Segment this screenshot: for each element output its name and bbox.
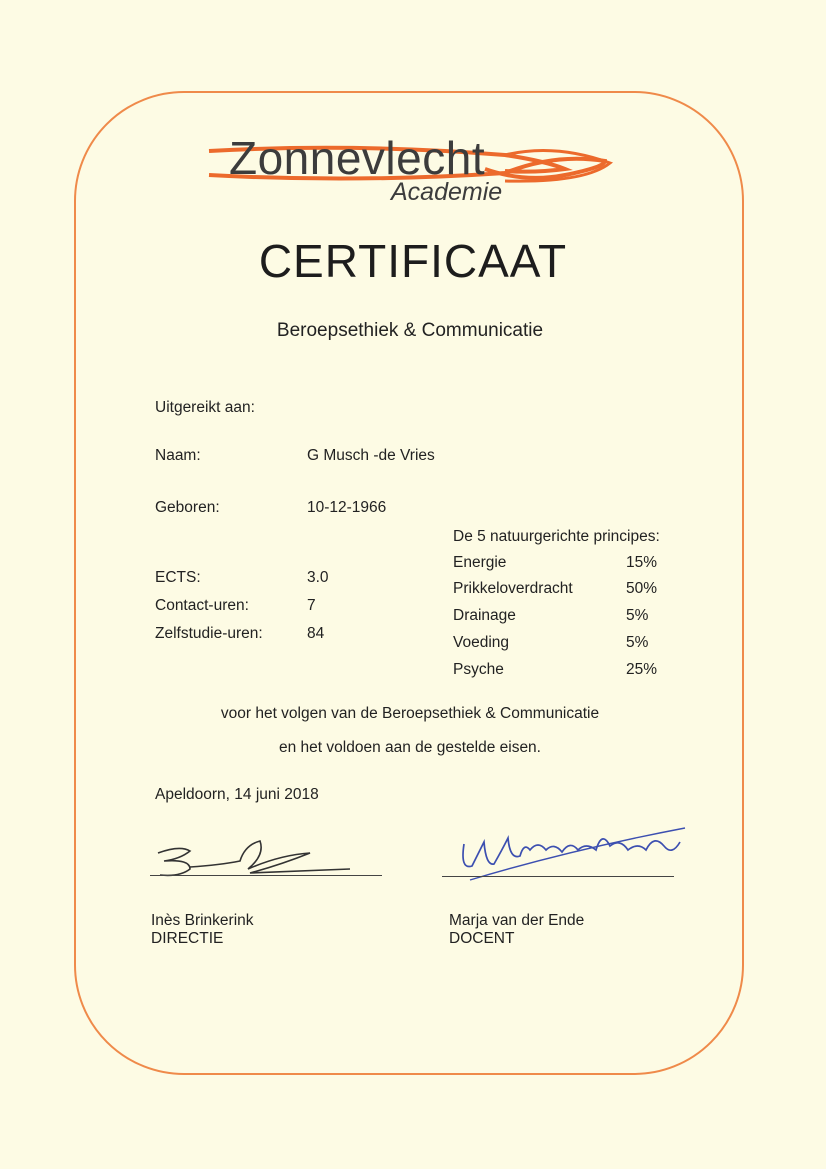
principle-value: 50% <box>626 580 658 597</box>
principle-label: Psyche <box>453 661 504 678</box>
principle-value: 25% <box>626 661 658 678</box>
ects-value: 3.0 <box>307 569 329 586</box>
signatory-role: DOCENT <box>449 930 515 947</box>
signature-directie <box>150 835 370 885</box>
signatory-name: Inès Brinkerink <box>151 912 254 929</box>
statement-line-1: voor het volgen van de Beroepsethiek & Communicatie <box>220 705 600 722</box>
principle-value: 15% <box>626 554 658 571</box>
ects-label: ECTS: <box>155 569 201 586</box>
issued-label: Uitgereikt aan: <box>155 399 255 416</box>
name-value: G Musch -de Vries <box>307 447 435 464</box>
signature-line-left <box>150 875 382 876</box>
logo <box>205 133 625 213</box>
logo-subtitle: Academie <box>391 178 503 206</box>
signature-line-right <box>442 876 674 877</box>
statement-line-2: en het voldoen aan de gestelde eisen. <box>279 739 541 756</box>
place-date: Apeldoorn, 14 juni 2018 <box>155 786 319 803</box>
certificate-title: CERTIFICAAT <box>258 235 568 287</box>
self-study-value: 84 <box>307 625 325 642</box>
certificate-subtitle: Beroepsethiek & Communicatie <box>276 320 544 341</box>
contact-label: Contact-uren: <box>155 597 249 614</box>
principle-label: Energie <box>453 554 507 571</box>
principle-label: Drainage <box>453 607 516 624</box>
name-label: Naam: <box>155 447 201 464</box>
signatory-role: DIRECTIE <box>151 930 224 947</box>
principle-value: 5% <box>626 634 649 651</box>
principle-label: Prikkeloverdracht <box>453 580 573 597</box>
principle-label: Voeding <box>453 634 510 651</box>
contact-value: 7 <box>307 597 316 614</box>
principle-value: 5% <box>626 607 649 624</box>
signatory-name: Marja van der Ende <box>449 912 585 929</box>
self-study-label: Zelfstudie-uren: <box>155 625 263 642</box>
born-value: 10-12-1966 <box>307 499 387 516</box>
signature-docent <box>450 820 700 890</box>
principles-heading: De 5 natuurgerichte principes: <box>453 528 660 545</box>
logo-name: Zonnevlecht <box>229 132 486 184</box>
born-label: Geboren: <box>155 499 220 516</box>
